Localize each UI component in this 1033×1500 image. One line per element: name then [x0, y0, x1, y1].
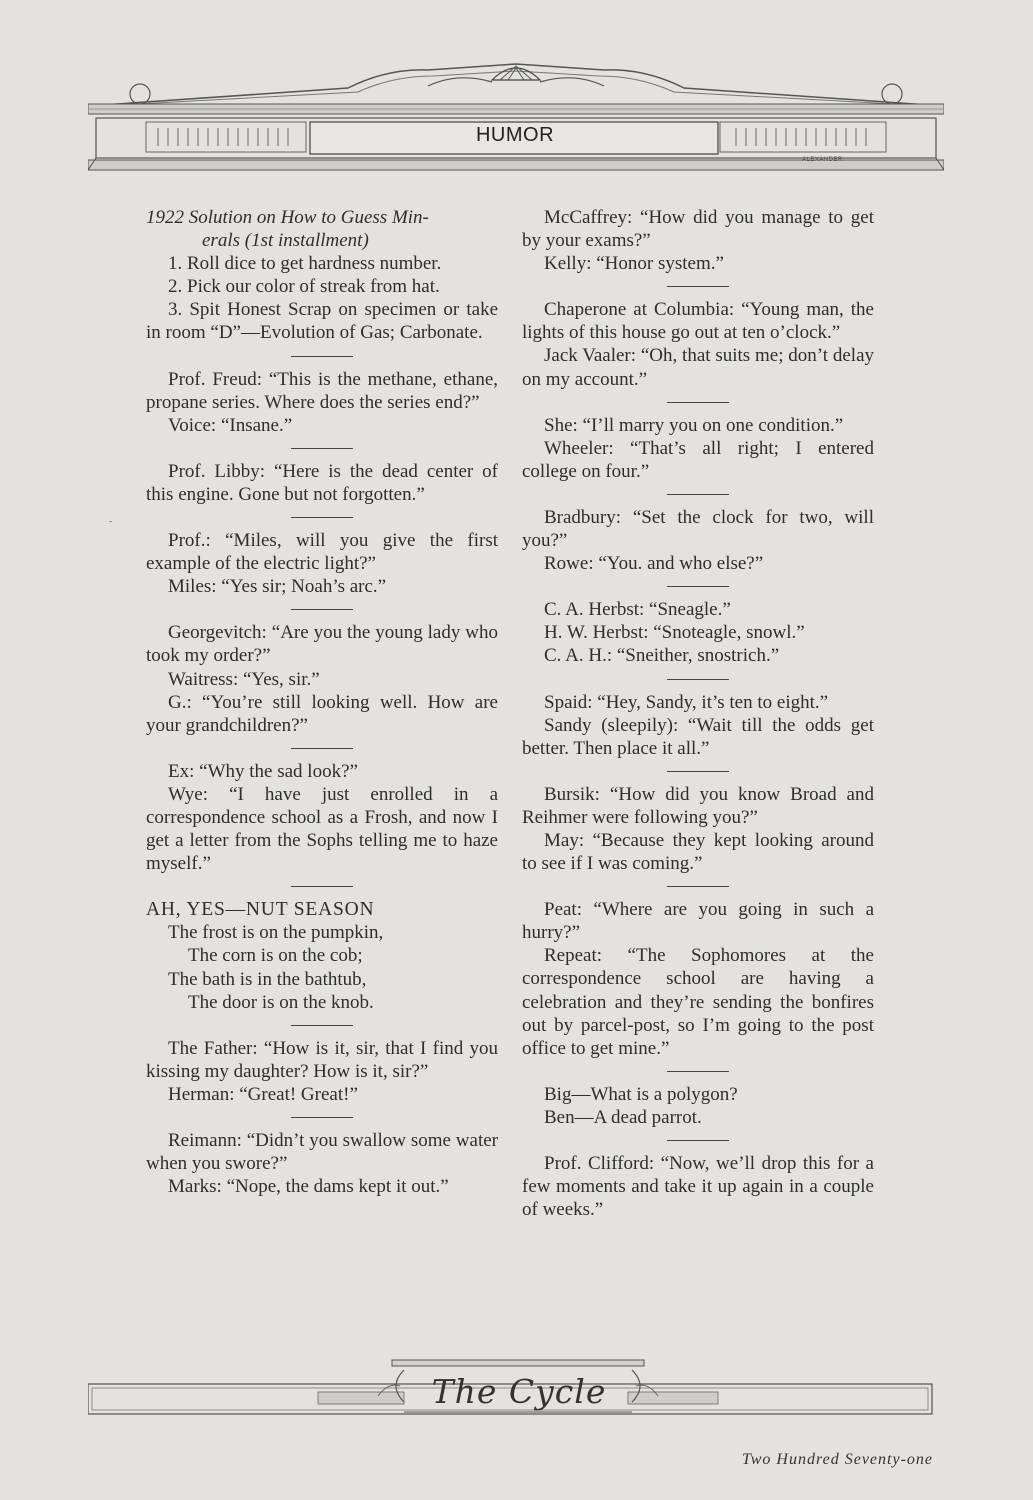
divider [291, 517, 353, 518]
divider [667, 494, 729, 495]
poem-line: The door is on the knob. [188, 991, 374, 1013]
page-number: Two Hundred Seventy-one [742, 1451, 933, 1468]
joke-line: Ben—A dead parrot. [544, 1106, 702, 1128]
joke-line: Herman: “Great! Great!” [168, 1083, 358, 1105]
page-title: HUMOR [475, 124, 555, 146]
joke-line: Reimann: “Didn’t you swallow some water when you swore?” [146, 1130, 498, 1175]
solution-title-line-1: 1922 Solution on How to Guess Min- [146, 207, 429, 228]
joke-line: Marks: “Nope, the dams kept it out.” [168, 1176, 449, 1198]
step-item: 2. Pick our color of streak from hat. [168, 276, 440, 298]
joke-line: The Father: “How is it, sir, that I find you kissing my daughter? How is it, sir?” [146, 1037, 498, 1082]
joke-line: Waitress: “Yes, sir.” [168, 668, 320, 690]
step-item: 1. Roll dice to get hardness number. [168, 253, 442, 275]
joke-line: Bradbury: “Set the clock for two, will you?” [522, 506, 874, 552]
divider [291, 1117, 353, 1118]
divider [667, 1140, 729, 1141]
divider [291, 448, 353, 449]
joke-line: Miles: “Yes sir; Noah’s arc.” [168, 576, 387, 598]
joke-line: Prof.: “Miles, will you give the first example of the electric light?” [146, 530, 498, 575]
joke-line: C. A. H.: “Sneither, snostrich.” [544, 645, 780, 667]
divider [291, 609, 353, 610]
joke-line: Spaid: “Hey, Sandy, it’s ten to eight.” [544, 691, 829, 713]
poem-line: The corn is on the cob; [188, 945, 363, 967]
divider [291, 886, 353, 887]
divider [667, 886, 729, 887]
divider [667, 586, 729, 587]
divider [667, 679, 729, 680]
joke-line: Prof. Freud: “This is the methane, ethane, propane series. Where does the series end?” [146, 368, 498, 413]
joke-line: C. A. Herbst: “Sneagle.” [544, 599, 731, 621]
joke-line: Prof. Clifford: “Now, we’ll drop this for a few moments and take it up again in a couple of weeks.” [522, 1153, 874, 1221]
joke-line: H. W. Herbst: “Snoteagle, snowl.” [544, 622, 805, 644]
joke-line: G.: “You’re still looking well. How are your grandchildren?” [146, 691, 498, 736]
joke-line: Rowe: “You. and who else?” [544, 553, 764, 575]
artist-signature: ALEXANDER [802, 157, 843, 163]
divider [667, 771, 729, 772]
divider [667, 1071, 729, 1072]
joke-line: Chaperone at Columbia: “Young man, the lights of this house go out at ten o’clock.” [522, 299, 874, 344]
joke-line: Voice: “Insane.” [168, 414, 293, 436]
joke-line: Bursik: “How did you know Broad and Reihmer were following you?” [522, 783, 874, 828]
joke-line: McCaffrey: “How did you manage to get by your exams?” [522, 207, 874, 252]
joke-line: Wye: “I have just enrolled in a correspondence school as a Frosh, and now I get a letter from the Sophs telling me to haze myself.” [146, 783, 498, 875]
joke-line: Repeat: “The Sophomores at the correspondence school are having a celebration and they’re sending the bonfires out by parcel-post, so I’m going to the post office to get mine.” [522, 945, 874, 1059]
poem [146, 921, 498, 1013]
joke-line: Jack Vaaler: “Oh, that suits me; don’t delay on my account.” [522, 345, 874, 390]
joke-line: May: “Because they kept looking around to see if I was coming.” [522, 829, 874, 875]
divider [291, 1025, 353, 1026]
joke-line: Georgevitch: “Are you the young lady who took my order?” [146, 622, 498, 667]
joke-line: Peat: “Where are you going in such a hurry?” [522, 899, 874, 944]
footer-title: The Cycle [431, 1372, 607, 1411]
solution-title-line-2: erals (1st installment) [202, 230, 369, 252]
joke-line: Big—What is a polygon? [544, 1083, 738, 1105]
poem-line: The frost is on the pumpkin, [168, 922, 384, 944]
margin-mark: - [109, 516, 113, 527]
joke-line: Wheeler: “That’s all right; I entered college on four.” [522, 437, 874, 482]
poem-line: The bath is in the bathtub, [168, 968, 367, 990]
joke-line: She: “I’ll marry you on one condition.” [544, 414, 844, 436]
right-column [522, 206, 874, 1221]
joke-line: Ex: “Why the sad look?” [168, 760, 358, 782]
divider [291, 356, 353, 357]
divider [667, 286, 729, 287]
divider [291, 748, 353, 749]
joke-line: Prof. Libby: “Here is the dead center of this engine. Gone but not forgotten.” [146, 460, 498, 505]
divider [667, 402, 729, 403]
step-item: 3. Spit Honest Scrap on specimen or take in room “D”—Evolution of Gas; Carbonate. [146, 299, 498, 344]
joke-line: Kelly: “Honor system.” [544, 253, 724, 275]
footer-ornament [88, 1356, 944, 1426]
joke-line: Sandy (sleepily): “Wait till the odds get better. Then place it all.” [522, 714, 874, 759]
poem-title: AH, YES—NUT SEASON [146, 899, 375, 921]
left-column [146, 206, 498, 1198]
